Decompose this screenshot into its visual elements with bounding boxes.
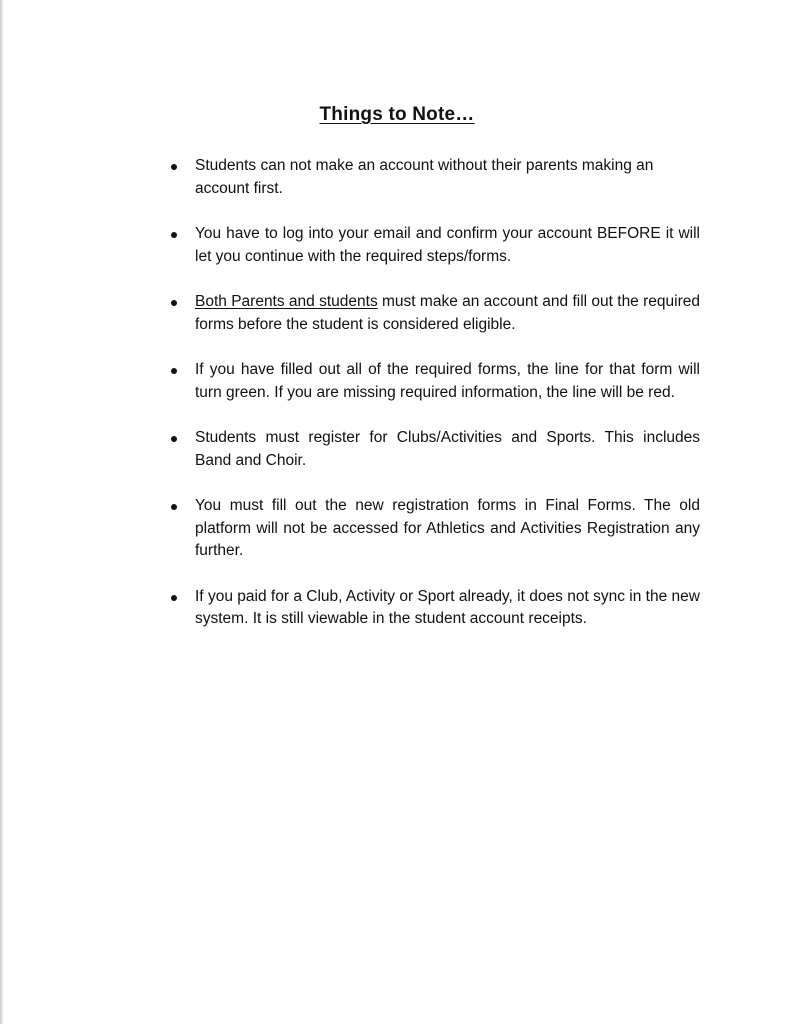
note-text: If you have filled out all of the required forms, the line for that form will turn green. If you are missing required information, the line will be red. xyxy=(195,361,700,401)
note-text: You must fill out the new registration forms in Final Forms. The old platform will not be accessed for Athletics and Activities Registration any further. xyxy=(195,497,700,559)
note-item xyxy=(170,223,700,268)
page-title: Things to Note… xyxy=(319,104,475,125)
bullet-icon xyxy=(171,232,177,238)
note-text: Students must register for Clubs/Activities and Sports. This includes Band and Choir. xyxy=(195,429,700,469)
note-item xyxy=(170,155,700,200)
note-text: If you paid for a Club, Activity or Sport already, it does not sync in the new system. It is still viewable in the student account receipts. xyxy=(195,587,700,627)
bullet-icon xyxy=(171,436,177,442)
note-underlined-text: Both Parents and students xyxy=(195,293,378,310)
note-item xyxy=(170,586,700,631)
note-item xyxy=(170,359,700,404)
bullet-icon xyxy=(171,368,177,374)
note-text: You have to log into your email and confirm your account BEFORE it will let you continue with the required steps/forms. xyxy=(195,225,700,265)
note-item xyxy=(170,427,700,472)
note-text: must make an account and fill out the required forms before the student is considered eligible. xyxy=(195,293,700,333)
note-text: Students can not make an account without their parents making an account first. xyxy=(195,157,654,197)
note-item xyxy=(170,495,700,563)
bullet-icon xyxy=(171,504,177,510)
scan-edge xyxy=(0,0,3,1024)
bullet-icon xyxy=(171,164,177,170)
notes-list xyxy=(170,155,700,654)
bullet-icon xyxy=(171,300,177,306)
bullet-icon xyxy=(171,595,177,601)
note-item xyxy=(170,291,700,336)
